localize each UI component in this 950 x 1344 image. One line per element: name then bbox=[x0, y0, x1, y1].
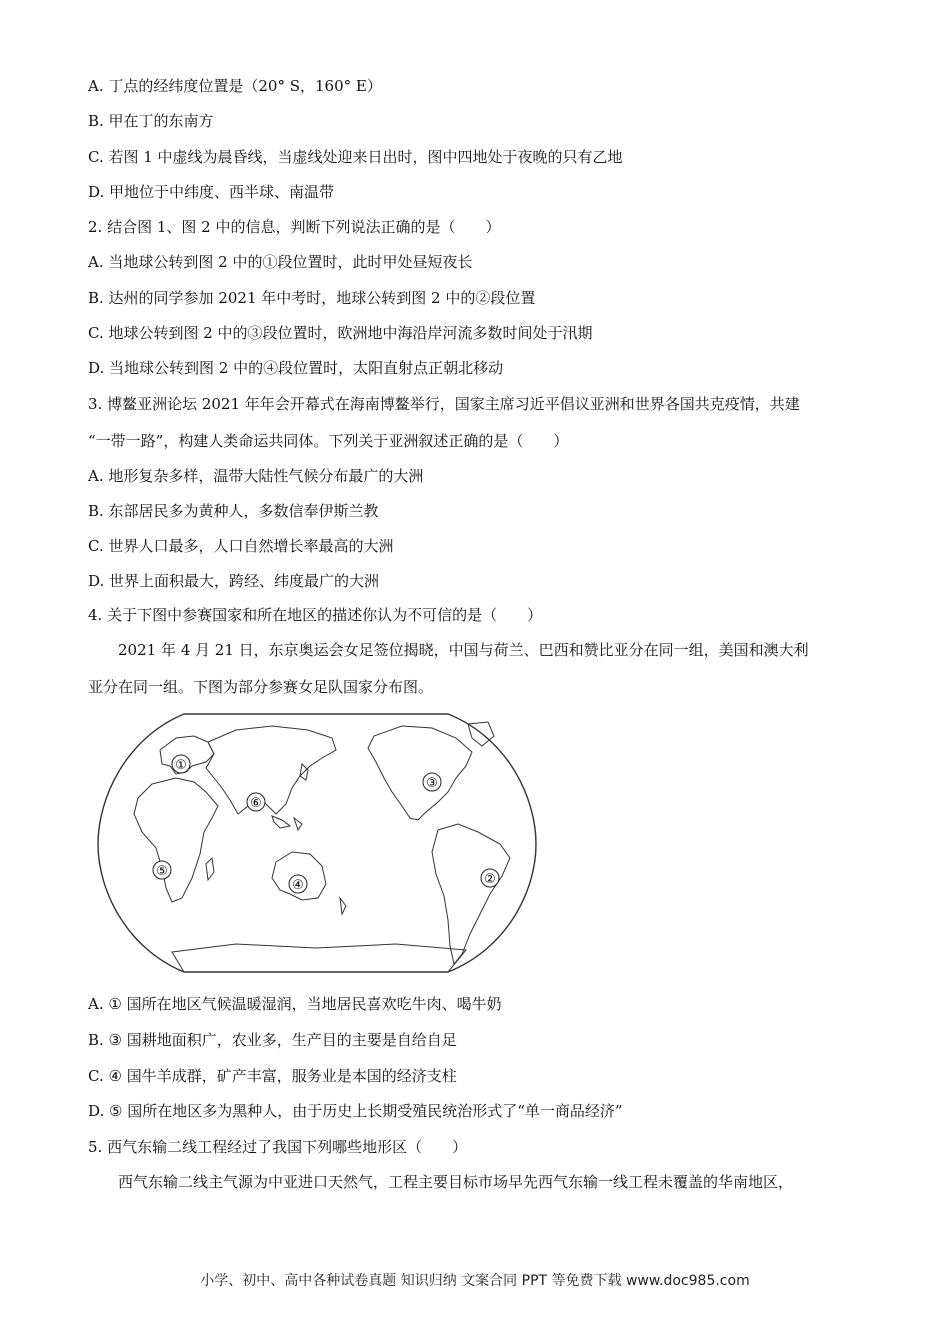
q3-option-c: C. 世界人口最多，人口自然增长率最高的大洲 bbox=[88, 537, 394, 555]
q5-material-line1: 西气东输二线主气源为中亚进口天然气，工程主要目标市场早先西气东输一线工程未覆盖的华南地区， bbox=[118, 1173, 794, 1191]
q3-stem-line2: “一带一路”，构建人类命运共同体。下列关于亚洲叙述正确的是（ ） bbox=[88, 432, 569, 450]
world-map bbox=[96, 708, 538, 978]
q2-option-d: D. 当地球公转到图 2 中的④段位置时，太阳直射点正朝北移动 bbox=[88, 359, 504, 377]
q3-option-a: A. 地形复杂多样，温带大陆性气候分布最广的大洲 bbox=[88, 467, 424, 485]
q1-option-a: A. 丁点的经纬度位置是（20° S，160° E） bbox=[88, 77, 382, 95]
q2-option-b: B. 达州的同学参加 2021 年中考时，地球公转到图 2 中的②段位置 bbox=[88, 289, 536, 307]
q1-option-b: B. 甲在丁的东南方 bbox=[88, 112, 214, 130]
q4-option-b: B. ③ 国耕地面积广，农业多，生产目的主要是自给自足 bbox=[88, 1031, 457, 1049]
q4-option-d: D. ⑤ 国所在地区多为黑种人，由于历史上长期受殖民统治形式了“单一商品经济” bbox=[88, 1102, 623, 1120]
q4-material-line2: 亚分在同一组。下图为部分参赛女足队国家分布图。 bbox=[88, 678, 434, 696]
map-marker-4 bbox=[289, 875, 307, 893]
map-marker-1 bbox=[172, 755, 190, 773]
map-marker-5 bbox=[153, 861, 171, 879]
q1-option-c: C. 若图 1 中虚线为晨昏线，当虚线处迎来日出时，图中四地处于夜晚的只有乙地 bbox=[88, 148, 623, 166]
map-marker-2-label: ② bbox=[484, 872, 496, 887]
q2-option-a: A. 当地球公转到图 2 中的①段位置时，此时甲处昼短夜长 bbox=[88, 253, 473, 271]
page-footer: 小学、初中、高中各种试卷真题 知识归纳 文案合同 PPT 等免费下载 www.doc985.com bbox=[200, 1273, 750, 1289]
map-marker-3-label: ③ bbox=[426, 776, 438, 791]
map-marker-6 bbox=[247, 793, 265, 811]
map-marker-2 bbox=[481, 869, 499, 887]
map-marker-5-label: ⑤ bbox=[156, 864, 168, 879]
q3-option-d: D. 世界上面积最大，跨经、纬度最广的大洲 bbox=[88, 572, 380, 590]
map-marker-4-label: ④ bbox=[292, 878, 304, 893]
world-map-figure bbox=[96, 708, 538, 978]
q4-material-line1: 2021 年 4 月 21 日，东京奥运会女足签位揭晓，中国与荷兰、巴西和赞比亚分在同一组，美国和澳大利 bbox=[118, 641, 809, 659]
q1-option-d: D. 甲地位于中纬度、西半球、南温带 bbox=[88, 183, 335, 201]
q4-option-c: C. ④ 国牛羊成群，矿产丰富，服务业是本国的经济支柱 bbox=[88, 1067, 457, 1085]
q2-option-c: C. 地球公转到图 2 中的③段位置时，欧洲地中海沿岸河流多数时间处于汛期 bbox=[88, 324, 593, 342]
map-marker-3 bbox=[423, 773, 441, 791]
map-marker-6-label: ⑥ bbox=[250, 796, 262, 811]
q2-stem: 2. 结合图 1、图 2 中的信息，判断下列说法正确的是（ ） bbox=[88, 218, 501, 236]
q3-stem-line1: 3. 博鳌亚洲论坛 2021 年年会开幕式在海南博鳌举行，国家主席习近平倡议亚洲和世界各国共克疫情，共建 bbox=[88, 395, 800, 413]
q4-stem: 4. 关于下图中参赛国家和所在地区的描述你认为不可信的是（ ） bbox=[88, 606, 543, 624]
q3-option-b: B. 东部居民多为黄种人，多数信奉伊斯兰教 bbox=[88, 502, 379, 520]
q4-option-a: A. ① 国所在地区气候温暖湿润，当地居民喜欢吃牛肉、喝牛奶 bbox=[88, 995, 502, 1013]
map-marker-1-label: ① bbox=[175, 758, 187, 773]
q5-stem: 5. 西气东输二线工程经过了我国下列哪些地形区（ ） bbox=[88, 1138, 468, 1156]
